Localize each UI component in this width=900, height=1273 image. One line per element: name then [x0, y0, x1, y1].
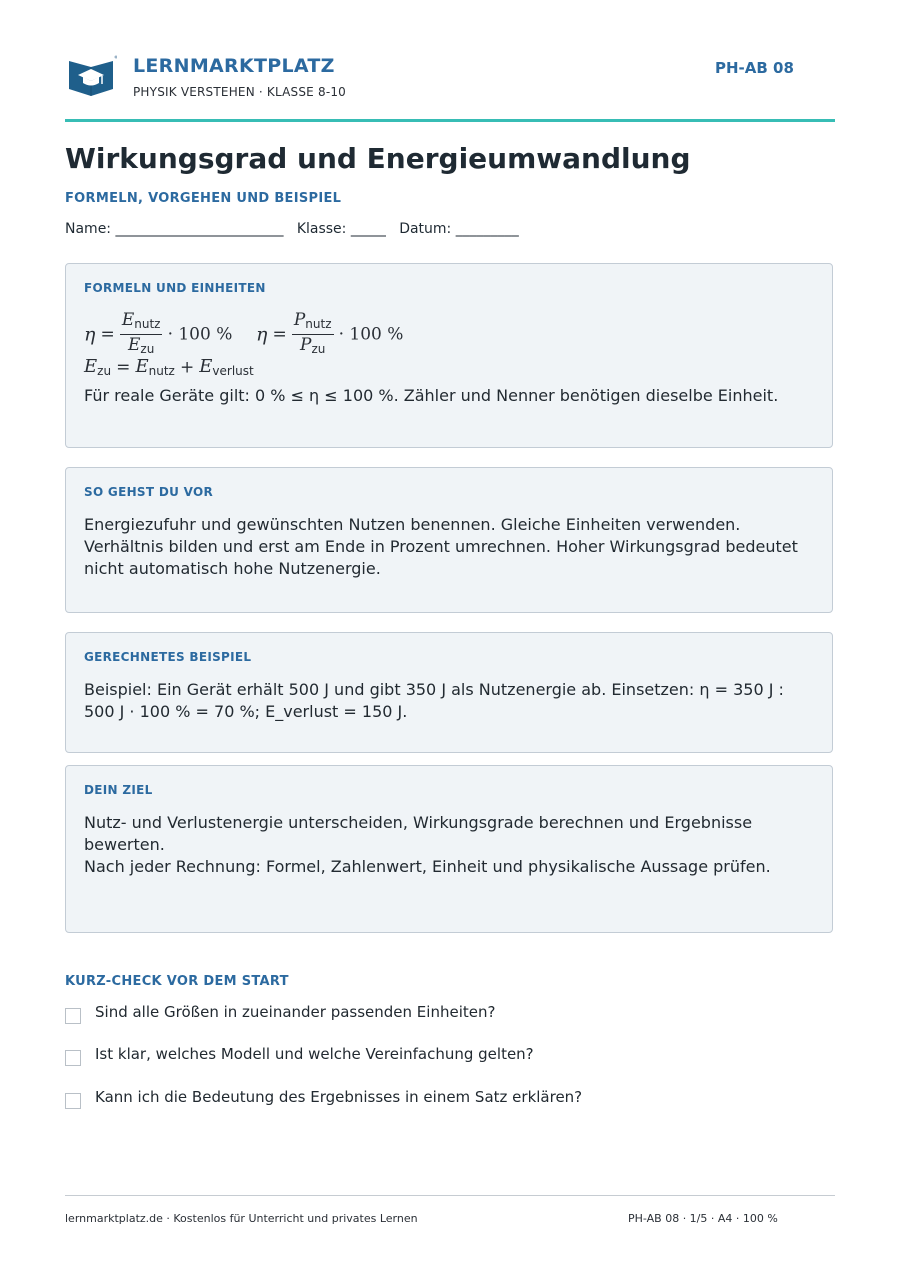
- checklist-item-label: Kann ich die Bedeutung des Ergebnisses in einem Satz erklären?: [95, 1088, 583, 1106]
- sheet-code: PH-AB 08: [715, 59, 794, 77]
- goal-text: [84, 812, 816, 878]
- book-graduation-cap-icon: [67, 55, 117, 97]
- efficiency-power-formula: η = $\frac{P_{nutz}}{P_{zu}}$ · 100 %: [256, 310, 404, 356]
- energy-balance-formula: $E_{zu} = E_{nutz} + E_{verlust}$: [84, 356, 254, 378]
- formulas-heading: FORMELN UND EINHEITEN: [84, 281, 266, 295]
- procedure-box: [65, 467, 833, 613]
- procedure-text: Energiezufuhr und gewünschten Nutzen benennen. Gleiche Einheiten verwenden. Verhältnis bilden und erst am Ende in Prozent umrechnen. Hoher Wirkungsgrad bedeutet nicht automatisch hohe Nutzenergie.: [84, 515, 798, 578]
- brand-subtitle: PHYSIK VERSTEHEN · KLASSE 8-10: [133, 85, 347, 99]
- formulas-box: [65, 263, 833, 448]
- goal-box: [65, 765, 833, 933]
- example-text: Beispiel: Ein Gerät erhält 500 J und gibt 350 J als Nutzenergie ab. Einsetzen: η = 350 J : 500 J · 100 % = 70 %; E_verlust = 150 J.: [84, 680, 784, 721]
- goal-line-2: Nach jeder Rechnung: Formel, Zahlenwert, Einheit und physikalische Aussage prüfen.: [84, 857, 771, 876]
- footer-source: lernmarktplatz.de · Kostenlos für Unterricht und privates Lernen: [65, 1212, 418, 1225]
- checkbox[interactable]: [65, 1050, 81, 1066]
- procedure-heading: SO GEHST DU VOR: [84, 485, 214, 499]
- checklist-item-label: Sind alle Größen in zueinander passenden Einheiten?: [95, 1003, 496, 1021]
- example-heading: GERECHNETES BEISPIEL: [84, 650, 252, 664]
- formulas-note: Für reale Geräte gilt: 0 % ≤ η ≤ 100 %. Zähler und Nenner benötigen dieselbe Einheit.: [84, 386, 779, 405]
- header-divider: [65, 119, 835, 122]
- footer-page-info: PH-AB 08 · 1/5 · A4 · 100 %: [628, 1212, 778, 1225]
- example-box: [65, 632, 833, 753]
- page-title: Wirkungsgrad und Energieumwandlung: [65, 142, 691, 175]
- efficiency-energy-formula: η = $\frac{E_{nutz}}{E_{zu}}$ · 100 %: [84, 310, 233, 356]
- name-class-date-line: Name: ________________________ Klasse: _____ Datum: _________: [65, 221, 519, 237]
- page-subtitle: FORMELN, VORGEHEN UND BEISPIEL: [65, 191, 342, 206]
- checklist-item-label: Ist klar, welches Modell und welche Vereinfachung gelten?: [95, 1045, 534, 1063]
- checklist-heading: KURZ-CHECK VOR DEM START: [65, 974, 289, 989]
- goal-line-1: Nutz- und Verlustenergie unterscheiden, Wirkungsgrade berechnen und Ergebnisse bewerten.: [84, 813, 753, 854]
- checkbox[interactable]: [65, 1093, 81, 1109]
- brand-name: LERNMARKTPLATZ: [133, 55, 335, 77]
- footer-divider: [65, 1195, 835, 1196]
- goal-heading: DEIN ZIEL: [84, 783, 153, 797]
- checkbox[interactable]: [65, 1008, 81, 1024]
